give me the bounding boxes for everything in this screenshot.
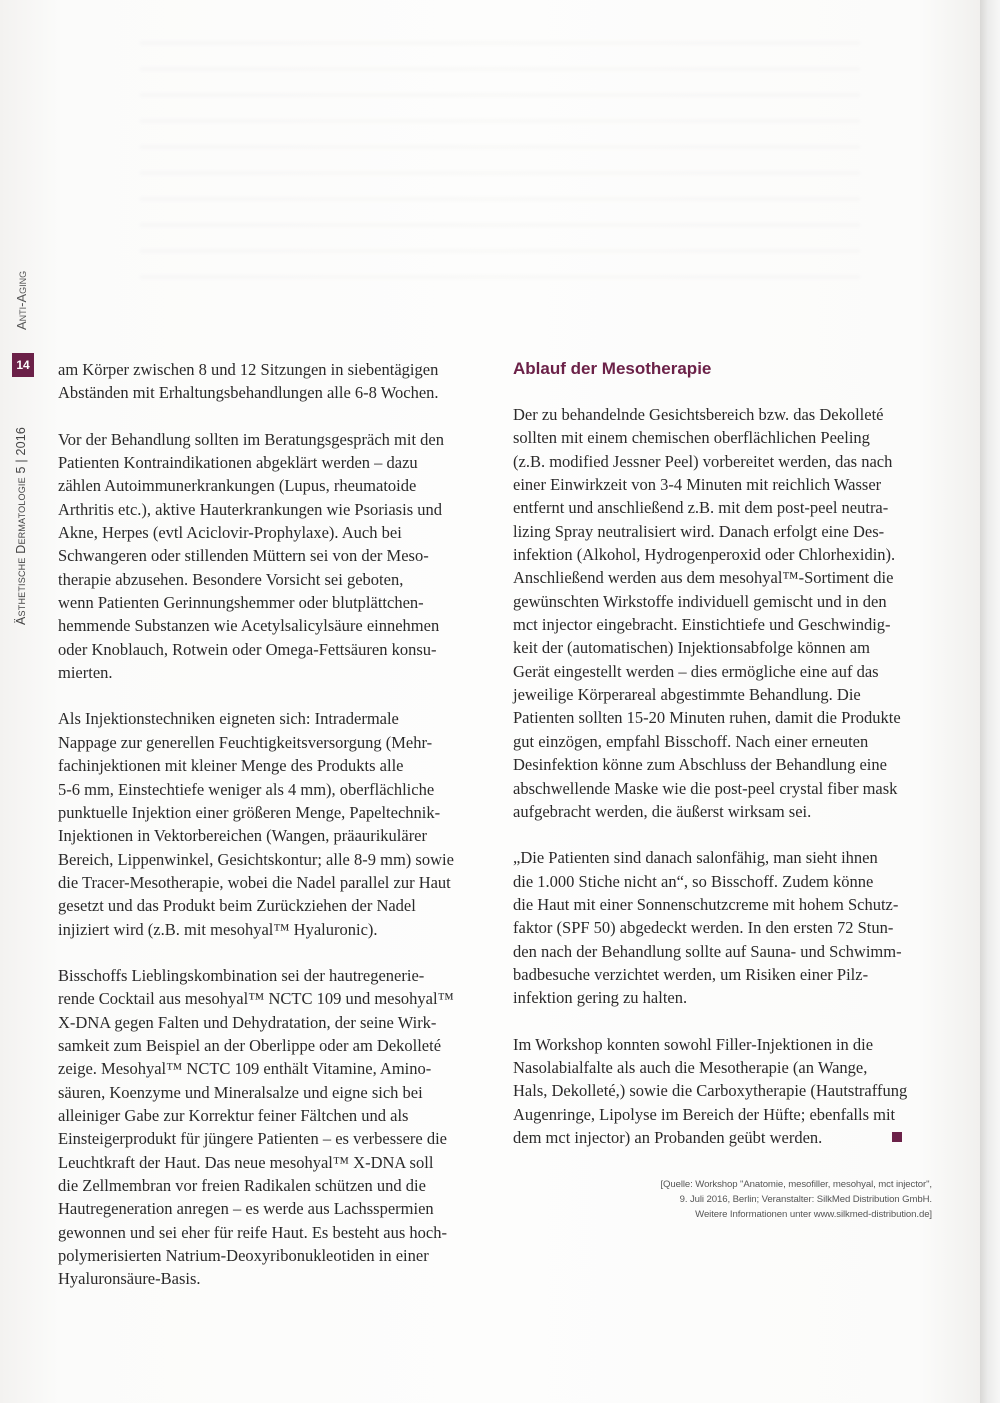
- paragraph: Als Injektionstechniken eigneten sich: Intradermale Nappage zur generellen Feuchtigkeitsversorgung (Mehr- fachinjektionen mit kleiner Menge des Produkts alle 5-6 mm, Einstechtiefe weniger als 4 mm), oberflächliche punktuelle Injektion einer größeren Menge, Papeltechnik- Injektionen in Vektorbereichen (Wangen, präaurikulärer Bereich, Lippenwinkel, Gesichtskontur; alle 8-9 mm) sowie die Tracer-Mesotherapie, wobei die Nadel parallel zur Haut gesetzt und das Produkt beim Zurückziehen der Nadel injiziert wird (z.B. mit mesohyal™ Hyaluronic).: [58, 709, 454, 939]
- paragraph: „Die Patienten sind danach salonfähig, man sieht ihnen die 1.000 Stiche nicht an“, so Bisschoff. Zudem könne die Haut mit einer Sonnenschutzcreme mit hohem Schutz- faktor (SPF 50) abgedeckt werden. In den ersten 72 Stun- den nach der Behandlung sollte auf Sauna- und Schwimm- badbesuche verzichtet werden, um Risiken einer Pilz- infektion gering zu halten.: [513, 848, 902, 1008]
- running-header-section: Anti-Aging: [14, 270, 29, 330]
- page-number-badge: 14: [12, 353, 34, 377]
- bleed-through-print: [140, 20, 860, 300]
- right-column: [513, 358, 938, 1149]
- paragraph: Vor der Behandlung sollten im Beratungsgespräch mit den Patienten Kontraindikationen abgeklärt werden – dazu zählen Autoimmunerkrankungen (Lupus, rheumatoide Arthritis etc.), aktive Hauterkrankungen wie Psoriasis und Akne, Herpes (evtl Aciclovir-Prophylaxe). Auch bei Schwangeren oder stillenden Müttern sei von der Meso- therapie abzusehen. Besondere Vorsicht sei geboten, wenn Patienten Gerinnungshemmer oder blutplättchen- hemmende Substanzen wie Acetylsalicylsäure einnehmen oder Knoblauch, Rotwein oder Omega-Fettsäuren konsu- mierten.: [58, 429, 444, 683]
- paragraph: Bisschoffs Lieblingskombination sei der hautregenerie- rende Cocktail aus mesohyal™ NCTC 109 und mesohyal™ X-DNA gegen Falten und Dehydratation, der seine Wirk- samkeit zum Beispiel an der Oberlippe oder am Dekolleté zeige. Mesohyal™ NCTC 109 enthält Vitamine, Amino- säuren, Koenzyme und Mineralsalze und eigne sich bei alleiniger Gabe zur Korrektur feiner Fältchen und als Einsteigerprodukt für jüngere Patienten – es verbessere die Leuchtkraft der Haut. Das neue mesohyal™ X-DNA soll die Zellmembran vor freien Radikalen schützen und die Hautregeneration anregen – es werde aus Lachsspermien gewonnen und sei eher für reife Haut. Es besteht aus hoch- polymerisierten Natrium-Deoxyribonukleotiden in einer Hyaluronsäure-Basis.: [58, 965, 454, 1289]
- paragraph-with-end-mark: [513, 1033, 938, 1150]
- source-note: [Quelle: Workshop "Anatomie, mesofiller, mesohyal, mct injector", 9. Juli 2016, Berlin; Veranstalter: SilkMed Distribution GmbH. Weitere Informationen unter www.silkmed-distribution.de]: [660, 1179, 932, 1220]
- paragraph: am Körper zwischen 8 und 12 Sitzungen in siebentägigen Abständen mit Erhaltungsbehandlungen alle 6-8 Wochen.: [58, 360, 439, 403]
- page-edge-shadow: [980, 0, 1000, 1403]
- paragraph: Der zu behandelnde Gesichtsbereich bzw. das Dekolleté sollten mit einem chemischen oberflächlichen Peeling (z.B. modified Jessner Peel) vorbereitet werden, das nach einer Einwirkzeit von 3-4 Minuten mit reichlich Wasser entfernt und anschließend z.B. mit dem post-peel neutra- lizing Spray neutralisiert wird. Danach erfolgt eine Des- infektion (Alkohol, Hydrogenperoxid oder Chlorhexidin). Anschließend werden aus dem mesohyal™-Sortiment die gewünschten Wirkstoffe individuell gemischt und in den mct injector eingebracht. Einstichtiefe und Geschwindig- keit der (automatischen) Injektionsabfolge können am Gerät eingestellt werden – dies ermögliche eine auf das jeweilige Körperareal abgestimmte Behandlung. Die Patienten sollten 15-20 Minuten ruhen, damit die Produkte gut einzögen, empfahl Bisschoff. Nach einer erneuten Desinfektion könne zum Abschluss der Behandlung eine abschwellende Maske wie die post-peel crystal fiber mask aufgebracht werden, die äußerst wirksam sei.: [513, 405, 901, 821]
- end-of-article-mark-icon: [892, 1132, 902, 1142]
- section-heading: Ablauf der Mesotherapie: [513, 359, 712, 378]
- paragraph-text: Im Workshop konnten sowohl Filler-Injektionen in die Nasolabialfalte als auch die Mesotherapie (an Wange, Hals, Dekolleté,) sowie die Carboxytherapie (Hautstraffung Augenringe, Lipolyse im Bereich der Hüfte; ebenfalls mit dem mct injector) an Probanden geübt werden.: [513, 1034, 908, 1147]
- running-header-journal: Ästhetische Dermatologie 5 | 2016: [14, 426, 28, 625]
- left-column: [58, 358, 478, 1291]
